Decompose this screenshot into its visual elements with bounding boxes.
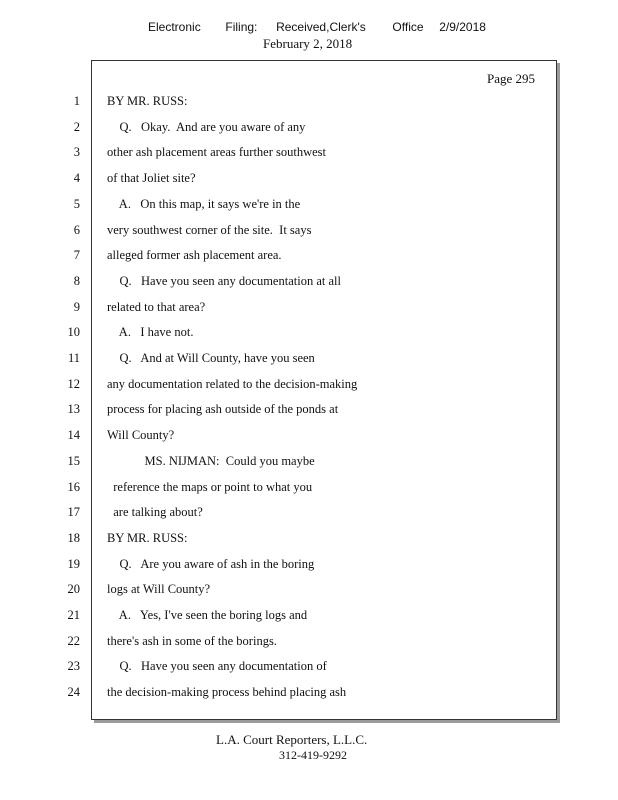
filing-stamp-header bbox=[148, 20, 486, 34]
line-text: Q. And at Will County, have you seen bbox=[107, 351, 315, 365]
transcript-line bbox=[0, 480, 618, 498]
line-number: 17 bbox=[67, 505, 80, 520]
filing-word-office: Office bbox=[392, 20, 424, 34]
line-number: 4 bbox=[73, 171, 80, 186]
transcript-line bbox=[0, 505, 618, 523]
line-text: A. Yes, I've seen the boring logs and bbox=[107, 608, 308, 622]
filing-word-electronic: Electronic bbox=[148, 20, 201, 34]
line-number: 10 bbox=[67, 325, 80, 340]
line-text: Will County? bbox=[107, 428, 175, 443]
transcript-line bbox=[0, 454, 618, 472]
line-number: 12 bbox=[67, 376, 80, 391]
court-reporter-name: L.A. Court Reporters, L.L.C. bbox=[216, 732, 368, 747]
line-text: of that Joliet site? bbox=[107, 171, 196, 186]
line-number: 16 bbox=[67, 479, 80, 494]
line-text: BY MR. RUSS: bbox=[107, 94, 188, 108]
transcript-line bbox=[0, 274, 618, 292]
line-number: 6 bbox=[73, 222, 80, 237]
transcript-line bbox=[0, 351, 618, 369]
line-number: 5 bbox=[73, 196, 80, 211]
line-number: 20 bbox=[67, 582, 80, 597]
line-number: 7 bbox=[73, 248, 80, 263]
transcript-line bbox=[0, 248, 618, 266]
line-text: logs at Will County? bbox=[107, 582, 211, 597]
line-text: Q. Are you aware of ash in the boring bbox=[107, 556, 315, 571]
line-text: the decision-making process behind placing ash bbox=[107, 685, 347, 700]
transcript-line bbox=[0, 325, 618, 343]
line-text: there's ash in some of the borings. bbox=[107, 633, 277, 648]
transcript-date: February 2, 2018 bbox=[263, 36, 353, 51]
line-text: reference the maps or point to what you bbox=[107, 479, 313, 494]
transcript-line bbox=[0, 659, 618, 677]
line-number: 2 bbox=[73, 119, 80, 134]
line-text: alleged former ash placement area. bbox=[107, 248, 282, 263]
line-number: 15 bbox=[67, 453, 80, 468]
line-number: 21 bbox=[67, 608, 80, 622]
line-number: 3 bbox=[73, 145, 80, 160]
line-text: related to that area? bbox=[107, 299, 206, 314]
line-text: BY MR. RUSS: bbox=[107, 530, 188, 545]
line-number: 13 bbox=[67, 402, 80, 417]
line-number: 14 bbox=[67, 428, 80, 443]
transcript-line bbox=[0, 300, 618, 318]
transcript-line bbox=[0, 531, 618, 549]
line-text: MS. NIJMAN: Could you maybe bbox=[107, 453, 315, 468]
line-number: 9 bbox=[73, 299, 80, 314]
transcript-line bbox=[0, 582, 618, 600]
line-number: 23 bbox=[67, 659, 80, 674]
line-number: 24 bbox=[67, 685, 80, 700]
transcript-line bbox=[0, 377, 618, 395]
transcript-line bbox=[0, 557, 618, 575]
transcript-line bbox=[0, 402, 618, 420]
line-text: very southwest corner of the site. It says bbox=[107, 222, 312, 237]
line-number: 8 bbox=[73, 273, 80, 288]
transcript-line bbox=[0, 145, 618, 163]
transcript-line bbox=[0, 197, 618, 215]
transcript-line bbox=[0, 171, 618, 189]
line-text: Q. Okay. And are you aware of any bbox=[107, 119, 306, 134]
transcript-line bbox=[0, 428, 618, 446]
line-text: Q. Have you seen any documentation at all bbox=[107, 273, 341, 288]
line-text: process for placing ash outside of the ponds at bbox=[107, 402, 339, 417]
transcript-line bbox=[0, 94, 618, 112]
transcript-line bbox=[0, 608, 618, 626]
line-text: A. I have not. bbox=[107, 325, 194, 340]
line-text: other ash placement areas further southwest bbox=[107, 145, 327, 160]
transcript-line bbox=[0, 223, 618, 241]
line-text: Q. Have you seen any documentation of bbox=[107, 659, 327, 674]
line-number: 19 bbox=[67, 556, 80, 571]
line-number: 1 bbox=[73, 94, 80, 108]
transcript-line bbox=[0, 685, 618, 703]
page-number: Page 295 bbox=[487, 71, 536, 86]
line-text: any documentation related to the decision-making bbox=[107, 376, 358, 391]
transcript-line bbox=[0, 634, 618, 652]
filing-date-stamp: 2/9/2018 bbox=[439, 20, 486, 34]
line-number: 22 bbox=[67, 633, 80, 648]
filing-word-filing: Filing: bbox=[225, 20, 258, 34]
line-number: 18 bbox=[67, 530, 80, 545]
line-text: are talking about? bbox=[107, 505, 203, 520]
line-number: 11 bbox=[67, 351, 80, 365]
transcript-line bbox=[0, 120, 618, 138]
filing-word-received-clerks: Received,Clerk's bbox=[276, 20, 366, 34]
line-text: A. On this map, it says we're in the bbox=[107, 196, 301, 211]
court-reporter-phone: 312-419-9292 bbox=[279, 748, 347, 762]
